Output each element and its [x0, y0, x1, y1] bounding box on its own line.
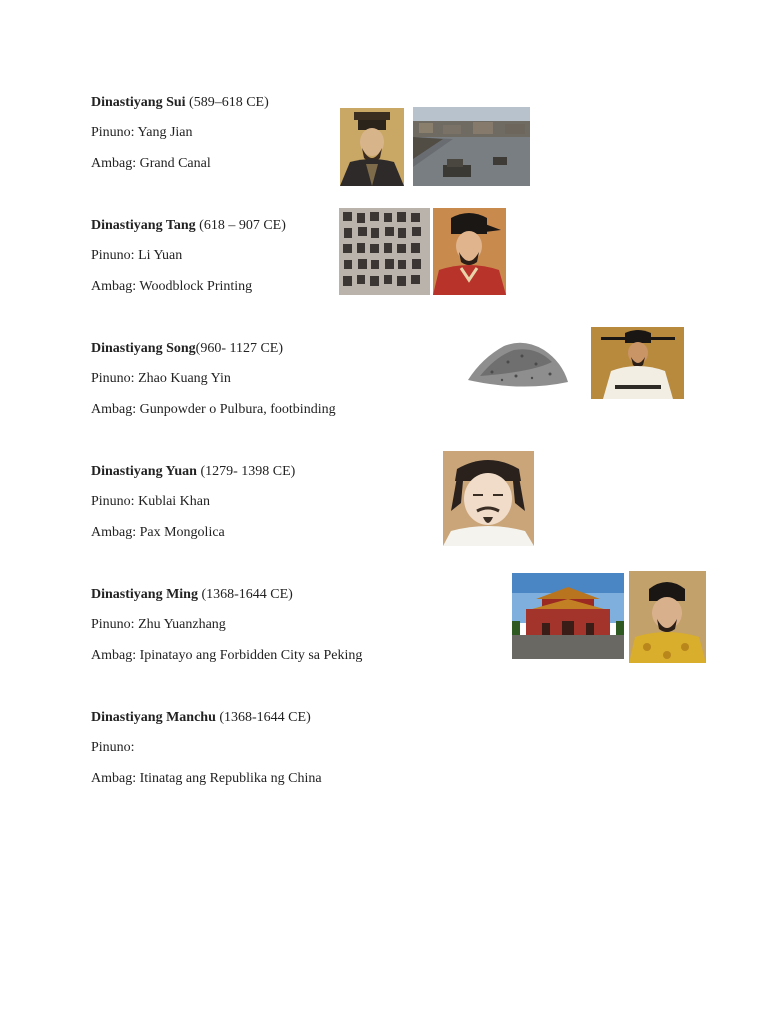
- contribution-text: Gunpowder o Pulbura, footbinding: [139, 402, 336, 417]
- contribution-line-yuan: [91, 524, 225, 542]
- dynasty-name: Dinastiyang Song: [91, 341, 196, 356]
- dynasty-title-ming: [91, 586, 293, 604]
- woodblock-print-image: [339, 208, 430, 295]
- dynasty-title-song: [91, 340, 283, 358]
- dynasty-period: (589–618 CE): [185, 95, 269, 110]
- contribution-label: Ambag:: [91, 648, 140, 663]
- zhu-yuanzhang-portrait-image: [629, 571, 706, 663]
- ruler-label: Pinuno:: [91, 371, 139, 386]
- contribution-text: Pax Mongolica: [139, 525, 225, 540]
- contribution-label: Ambag:: [91, 156, 140, 171]
- contribution-label: Ambag:: [91, 525, 140, 540]
- ruler-line-song: [91, 370, 231, 388]
- contribution-label: Ambag:: [91, 771, 140, 786]
- ruler-label: Pinuno:: [91, 740, 135, 755]
- ruler-label: Pinuno:: [91, 494, 139, 509]
- yang-jian-portrait-image: [340, 108, 404, 186]
- contribution-line-tang: [91, 278, 252, 296]
- dynasty-period: (1368-1644 CE): [215, 710, 311, 725]
- dynasty-name: Dinastiyang Ming: [91, 587, 198, 602]
- contribution-text: Itinatag ang Republika ng China: [139, 771, 322, 786]
- ruler-name: Li Yuan: [138, 248, 183, 263]
- ruler-name: Kublai Khan: [138, 494, 211, 509]
- dynasty-title-tang: [91, 217, 286, 235]
- ruler-line-tang: [91, 247, 182, 265]
- dynasty-period: (960- 1127 CE): [195, 341, 284, 356]
- grand-canal-photo: [413, 107, 530, 186]
- contribution-label: Ambag:: [91, 279, 140, 294]
- dynasty-title-sui: [91, 94, 269, 112]
- dynasty-period: (1368-1644 CE): [197, 587, 293, 602]
- dynasty-period: (618 – 907 CE): [195, 218, 286, 233]
- contribution-text: Ipinatayo ang Forbidden City sa Peking: [139, 648, 363, 663]
- zhao-kuang-yin-portrait-image: [591, 327, 684, 399]
- contribution-label: Ambag:: [91, 402, 140, 417]
- ruler-line-ming: [91, 616, 226, 634]
- ruler-line-yuan: [91, 493, 210, 511]
- dynasty-name: Dinastiyang Yuan: [91, 464, 197, 479]
- li-yuan-portrait-image: [433, 208, 506, 295]
- contribution-text: Grand Canal: [139, 156, 211, 171]
- ruler-label: Pinuno:: [91, 248, 139, 263]
- kublai-khan-portrait-image: [443, 451, 534, 546]
- contribution-line-ming: [91, 647, 362, 665]
- contribution-text: Woodblock Printing: [139, 279, 253, 294]
- contribution-line-song: [91, 401, 336, 419]
- forbidden-city-photo: [512, 573, 624, 659]
- dynasty-period: (1279- 1398 CE): [196, 464, 296, 479]
- dynasty-name: Dinastiyang Manchu: [91, 710, 216, 725]
- ruler-name: Zhao Kuang Yin: [138, 371, 231, 386]
- ruler-name: Yang Jian: [137, 125, 193, 140]
- dynasty-title-manchu: [91, 709, 311, 727]
- dynasty-title-yuan: [91, 463, 295, 481]
- gunpowder-image: [462, 332, 572, 396]
- ruler-label: Pinuno:: [91, 617, 139, 632]
- dynasty-name: Dinastiyang Tang: [91, 218, 196, 233]
- ruler-line-sui: [91, 124, 193, 142]
- ruler-name: Zhu Yuanzhang: [138, 617, 226, 632]
- dynasty-name: Dinastiyang Sui: [91, 95, 186, 110]
- contribution-line-manchu: [91, 770, 322, 788]
- contribution-line-sui: [91, 155, 211, 173]
- ruler-line-manchu: [91, 739, 135, 757]
- ruler-label: Pinuno:: [91, 125, 138, 140]
